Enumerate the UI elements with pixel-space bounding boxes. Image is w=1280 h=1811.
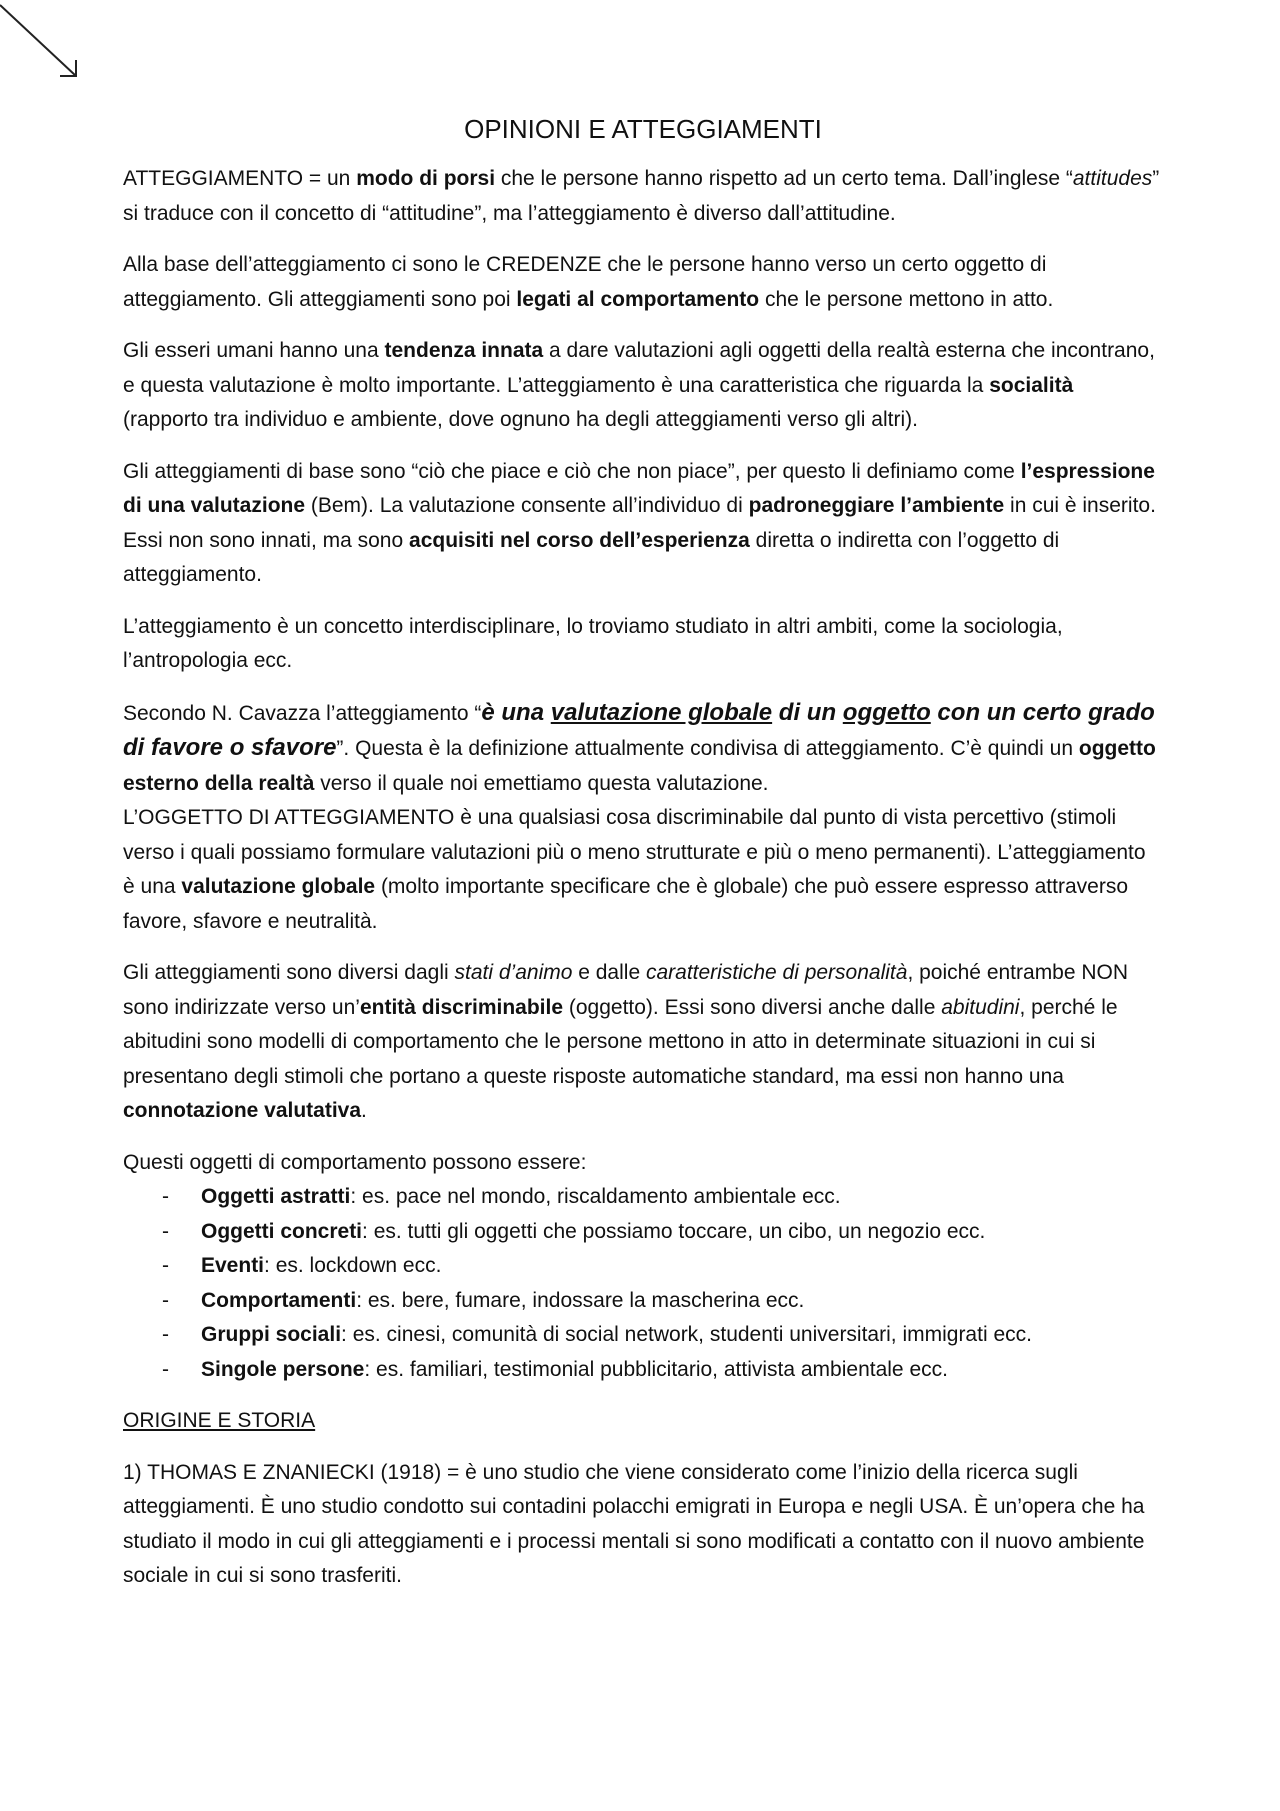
underlined-run: oggetto (842, 698, 931, 726)
paragraph-valutazione (123, 455, 1163, 593)
text-run: (molto importante specificare che è globale) che può essere espresso attraverso favore, sfavore e neutralità. (123, 875, 1128, 933)
text-run: e dalle (572, 961, 646, 984)
list-item-term: Oggetti astratti (201, 1185, 351, 1208)
text-run: (Bem). La valutazione consente all’individuo di (305, 494, 749, 517)
bold-run: padroneggiare l’ambiente (748, 494, 1005, 517)
section-heading-origine: ORIGINE E STORIA (123, 1409, 316, 1432)
italic-run: attitudes (1072, 167, 1153, 190)
underlined-run: valutazione globale (550, 698, 773, 726)
document-title: OPINIONI E ATTEGGIAMENTI (464, 114, 822, 144)
list-item-text: : es. familiari, testimonial pubblicitario, attivista ambientale ecc. (364, 1357, 948, 1381)
bold-run: l’espressione di una valutazione (123, 459, 1155, 517)
list-item-text: : es. lockdown ecc. (264, 1254, 442, 1277)
text-run: diretta o indiretta con l’oggetto di atteggiamento. (123, 528, 1060, 586)
bold-run: legati al comportamento (516, 287, 760, 311)
bold-run: acquisiti nel corso dell’esperienza (409, 528, 750, 552)
text-run: Gli atteggiamenti sono diversi dagli (123, 961, 455, 984)
text-run: è una (481, 698, 551, 726)
italic-run: caratteristiche di personalità (645, 961, 908, 984)
text-run: ” si traduce con il concetto di “attitudine”, ma l’atteggiamento è diverso dall’attitudine. (123, 167, 1160, 225)
list-intro: Questi oggetti di comportamento possono essere: (123, 1150, 587, 1174)
bold-run: socialità (989, 373, 1074, 397)
list-item-text: : es. tutti gli oggetti che possiamo toccare, un cibo, un negozio ecc. (362, 1219, 986, 1243)
list-item (123, 1318, 1163, 1353)
text-run: in cui è inserito. Essi non sono innati, ma sono (123, 494, 1156, 552)
paragraph-definition (123, 162, 1163, 231)
text-run: verso il quale noi emettiamo questa valutazione. (314, 771, 769, 795)
text-run: L’OGGETTO DI ATTEGGIAMENTO è una qualsiasi cosa discriminabile dal punto di vista percettivo (stimoli verso i quali possiamo formulare valutazioni più o meno strutturate e più o meno permanenti). L’atteggiamento è una (123, 806, 1146, 898)
list-item (123, 1284, 1163, 1319)
text-run: . (361, 1099, 367, 1122)
text-run: con un certo grado di favore o sfavore (123, 698, 1155, 761)
paragraph-interdisciplinare: L’atteggiamento è un concetto interdisciplinare, lo troviamo studiato in altri ambiti, come la sociologia, l’antropologia ecc. (123, 614, 1063, 672)
paragraph-thomas-znaniecki: 1) THOMAS E ZNANIECKI (1918) = è uno studio che viene considerato come l’inizio della ricerca sugli atteggiamenti. È uno studio condotto sui contadini polacchi emigrati in Europa e negli USA. È un’opera che ha studiato il modo in cui gli atteggiamenti e i processi mentali si sono modificati a contatto con il nuovo ambiente sociale in cui si sono trasferiti. (123, 1460, 1145, 1587)
list-item (123, 1353, 1163, 1388)
text-run: Secondo N. Cavazza l’atteggiamento “ (123, 701, 482, 725)
bold-run: oggetto esterno della realtà (123, 737, 1156, 795)
text-run: di un (772, 698, 843, 726)
text-run: ”. Questa è la definizione attualmente condivisa di atteggiamento. C’è quindi un (336, 737, 1079, 760)
bold-run: modo di porsi (356, 167, 496, 190)
list-item-term: Gruppi sociali (201, 1323, 342, 1346)
bold-run: entità discriminabile (359, 995, 564, 1019)
object-types-list (123, 1180, 1163, 1387)
list-item-term: Comportamenti (201, 1288, 357, 1312)
list-item-term: Eventi (201, 1254, 265, 1277)
bold-run: tendenza innata (384, 339, 544, 362)
paragraph-differenze (123, 956, 1163, 1129)
text-run: (oggetto). Essi sono diversi anche dalle (563, 995, 942, 1019)
list-item-term: Singole persone (201, 1357, 365, 1381)
list-item-text: : es. cinesi, comunità di social network, studenti universitari, immigrati ecc. (341, 1323, 1032, 1346)
italic-run: abitudini (941, 995, 1020, 1019)
paragraph-cavazza (123, 696, 1163, 802)
text-run: Alla base dell’atteggiamento ci sono le CREDENZE che le persone hanno verso un certo oggetto di atteggiamento. Gli atteggiamenti sono poi (123, 253, 1047, 311)
document-page (123, 112, 1163, 1611)
text-run: a dare valutazioni agli oggetti della realtà esterna che incontrano, e questa valutazione è molto importante. L’atteggiamento è una caratteristica che riguarda la (123, 339, 1155, 397)
text-run: Gli esseri umani hanno una (123, 339, 385, 362)
list-item-term: Oggetti concreti (201, 1219, 363, 1243)
text-run: che le persone mettono in atto. (759, 287, 1054, 311)
italic-run: stati d’animo (454, 961, 573, 984)
paragraph-oggetto (123, 801, 1163, 939)
paragraph-tendenza (123, 334, 1163, 438)
list-item (123, 1215, 1163, 1250)
text-run: , poiché entrambe NON sono indirizzate verso un’ (123, 961, 1129, 1019)
bold-run: connotazione valutativa (123, 1099, 362, 1122)
text-run: (rapporto tra individuo e ambiente, dove ognuno ha degli atteggiamenti verso gli altri). (123, 408, 918, 431)
list-item-text: : es. pace nel mondo, riscaldamento ambientale ecc. (350, 1185, 841, 1208)
text-run: Gli atteggiamenti di base sono “ciò che piace e ciò che non piace”, per questo li definiamo come (123, 459, 1021, 483)
paragraph-credenze (123, 248, 1163, 317)
text-run: ATTEGGIAMENTO = un (123, 167, 357, 190)
text-run: , perché le abitudini sono modelli di comportamento che le persone mettono in atto in determinate situazioni in cui si presentano degli stimoli che portano a queste risposte automatiche standard, ma essi non hanno una (123, 995, 1118, 1088)
text-run: che le persone hanno rispetto ad un certo tema. Dall’inglese “ (495, 167, 1073, 190)
list-item (123, 1249, 1163, 1284)
bold-run: valutazione globale (181, 875, 376, 898)
corner-arrow-icon (0, 0, 90, 90)
list-item (123, 1180, 1163, 1215)
list-item-text: : es. bere, fumare, indossare la mascherina ecc. (356, 1288, 805, 1312)
